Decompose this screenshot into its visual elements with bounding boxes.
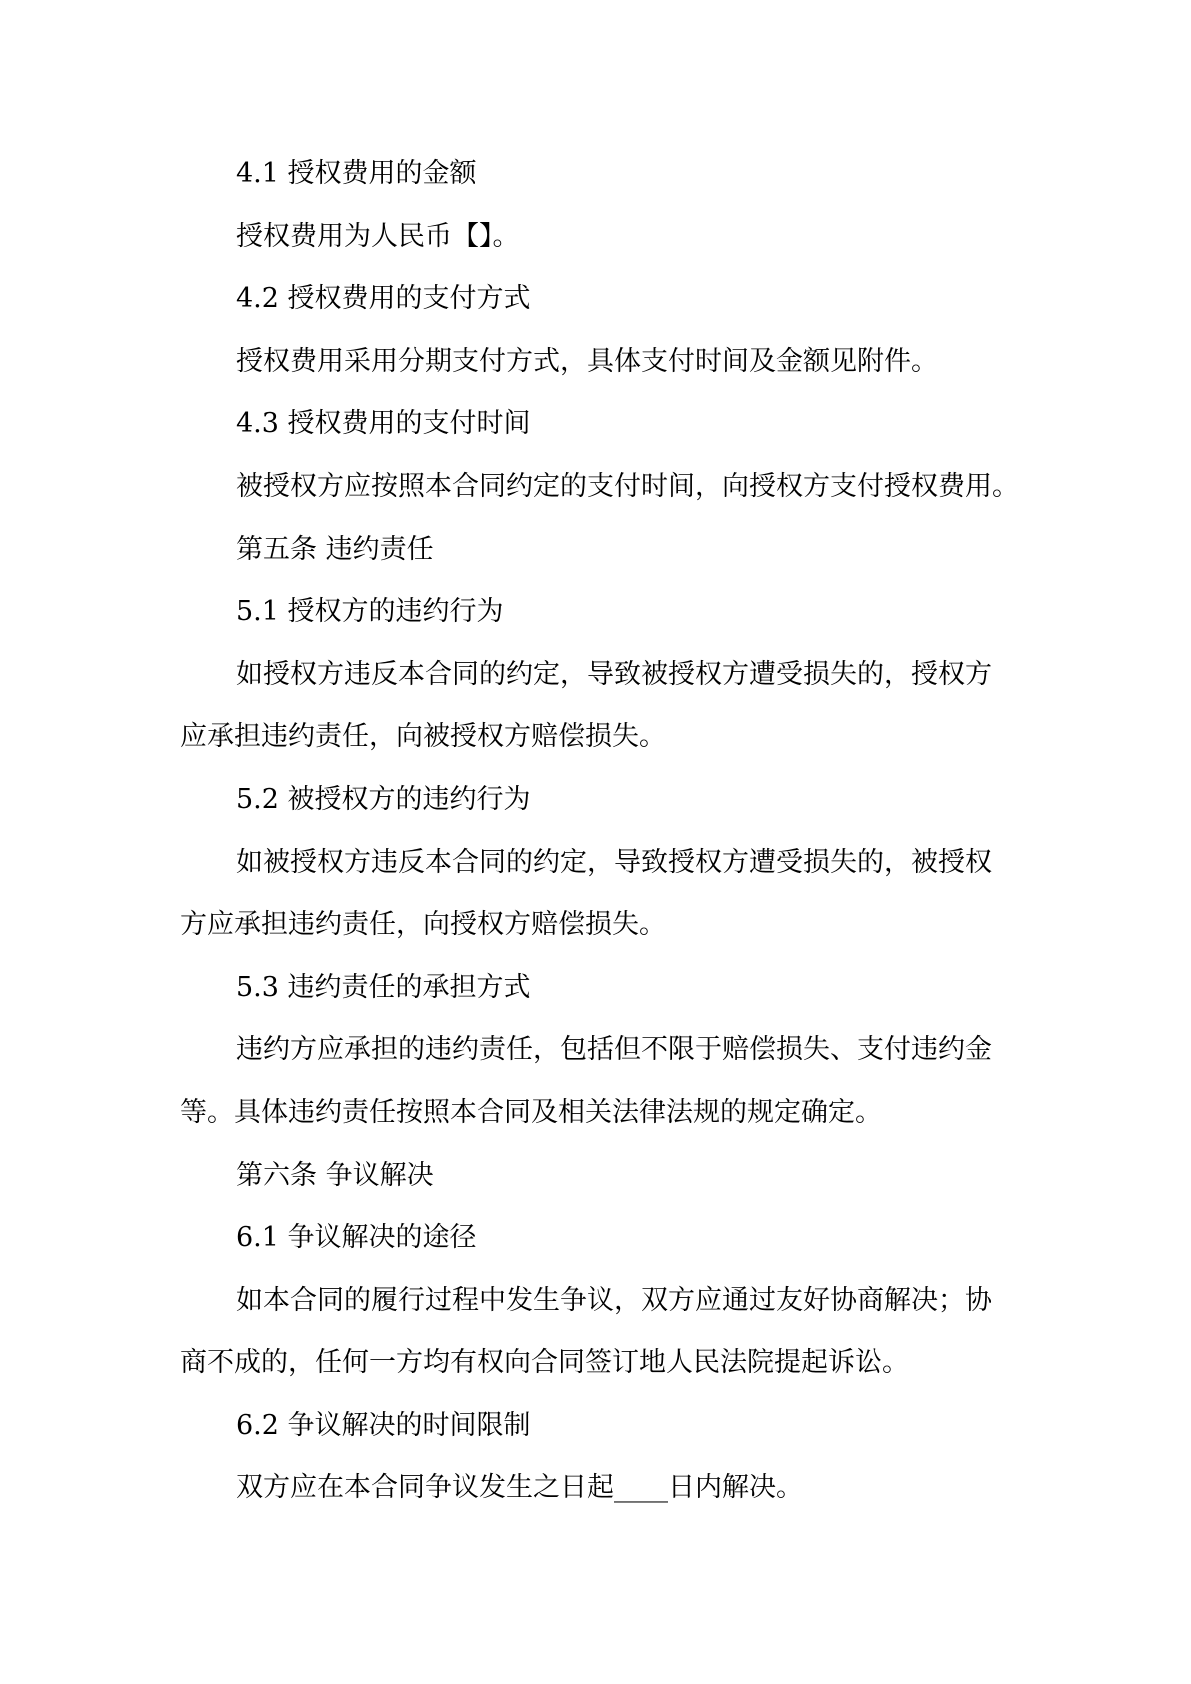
paragraph-line: 授权费用为人民币【】。 [236,220,520,252]
section-heading-6-2: 6.2 争议解决的时间限制 [236,1409,531,1441]
section-heading-6-1: 6.1 争议解决的途径 [236,1222,477,1254]
article-heading-6: 第六条 争议解决 [236,1159,434,1191]
section-heading-4-3: 4.3 授权费用的支付时间 [236,408,531,440]
paragraph-line: 如本合同的履行过程中发生争议，双方应通过友好协商解决；协 [236,1284,992,1316]
document-body [180,143,1020,1520]
section-heading-5-2: 5.2 被授权方的违约行为 [236,783,531,815]
section-heading-5-1: 5.1 授权方的违约行为 [236,596,504,628]
section-heading-4-2: 4.2 授权费用的支付方式 [236,283,531,315]
paragraph-line: 违约方应承担的违约责任，包括但不限于赔偿损失、支付违约金 [236,1034,992,1066]
paragraph-line: 授权费用采用分期支付方式，具体支付时间及金额见附件。 [236,345,938,377]
paragraph-line: 等。具体违约责任按照本合同及相关法律法规的规定确定。 [180,1096,882,1128]
paragraph-line: 如被授权方违反本合同的约定，导致授权方遭受损失的，被授权 [236,846,992,878]
paragraph-line: 方应承担违约责任，向授权方赔偿损失。 [180,909,666,941]
paragraph-line: 如授权方违反本合同的约定，导致被授权方遭受损失的，授权方 [236,658,992,690]
section-heading-5-3: 5.3 违约责任的承担方式 [236,971,531,1003]
paragraph-line: 商不成的，任何一方均有权向合同签订地人民法院提起诉讼。 [180,1347,909,1379]
section-heading-4-1: 4.1 授权费用的金额 [236,158,477,189]
paragraph-line: 应承担违约责任，向被授权方赔偿损失。 [180,721,666,753]
paragraph-line: 被授权方应按照本合同约定的支付时间，向授权方支付授权费用。 [236,470,1019,502]
paragraph-line: 双方应在本合同争议发生之日起____日内解决。 [236,1472,803,1504]
article-heading-5: 第五条 违约责任 [236,533,434,565]
